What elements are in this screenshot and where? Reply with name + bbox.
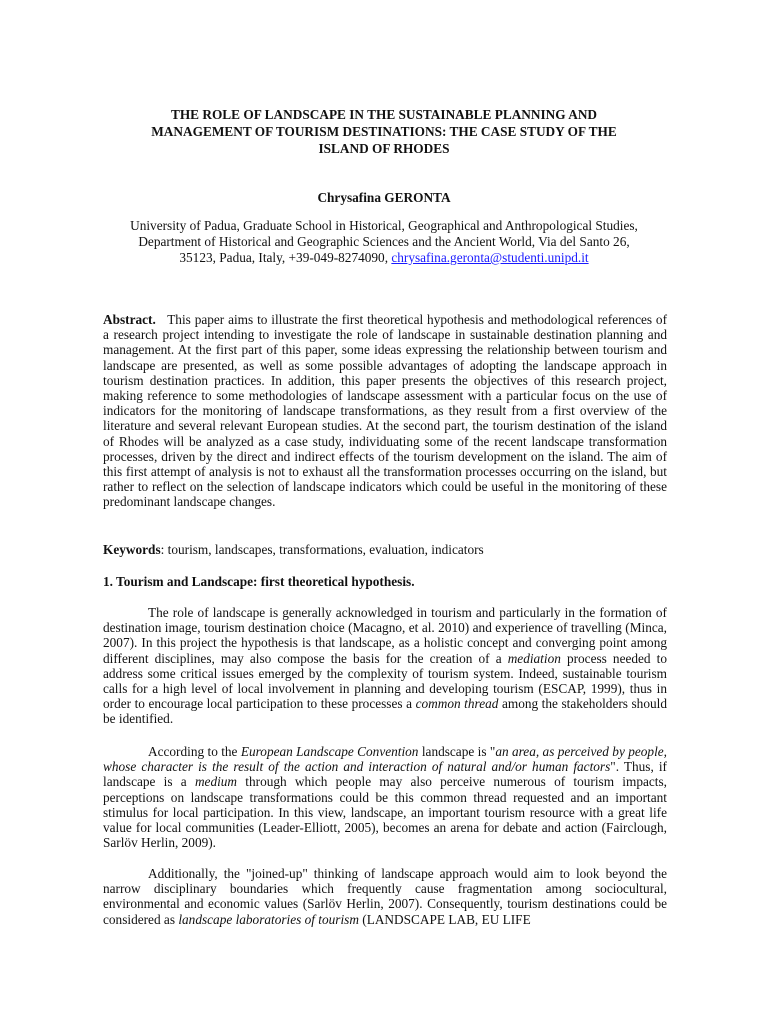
affiliation-address: 35123, Padua, Italy, +39-049-8274090, xyxy=(179,250,392,265)
p1-italic-mediation: mediation xyxy=(507,650,561,666)
paragraph-2 xyxy=(103,744,667,850)
p2-text-g: through which people may also perceive numerous of tourism impacts, perceptions on landscape transformations could be this common thread requested and an important stimulus for local participation. In this view, landscape, an important tourism resource with a great life value for local communities (Leader-Elliott, 2005), becomes an arena for debate and action (Fairclough, Sarlöv Herlin, 2009). xyxy=(103,774,667,851)
section-heading: 1. Tourism and Landscape: first theoretical hypothesis. xyxy=(103,574,415,589)
paragraph-1 xyxy=(103,605,667,727)
p3-italic-laboratories: landscape laboratories of tourism xyxy=(178,911,359,927)
email-link[interactable]: chrysafina.geronta@studenti.unipd.it xyxy=(391,250,589,265)
title-line-3: ISLAND OF RHODES xyxy=(318,141,450,156)
keywords-label: Keywords xyxy=(103,542,161,557)
title-line-2: MANAGEMENT OF TOURISM DESTINATIONS: THE CASE STUDY OF THE xyxy=(151,124,617,139)
affiliation-line-3 xyxy=(100,250,668,266)
p2-italic-convention: European Landscape Convention xyxy=(240,744,419,759)
p3-text-c: (LANDSCAPE LAB, EU LIFE xyxy=(358,911,531,927)
p2-text-a: According to the xyxy=(148,744,241,759)
p2-text-e: ". Thus, if landscape is a xyxy=(103,759,667,790)
keywords xyxy=(103,542,667,557)
keywords-text: : tourism, landscapes, transformations, evaluation, indicators xyxy=(160,542,484,557)
p2-italic-quote: an area, as perceived by people, whose character is the result of the action and interaction of natural and/or human factors xyxy=(103,744,668,775)
p2-italic-medium: medium xyxy=(194,774,238,790)
affiliation-line-2: Department of Historical and Geographic Sciences and the Ancient World, Via del Santo 26, xyxy=(138,234,630,249)
abstract-text: This paper aims to illustrate the first theoretical hypothesis and methodological references of a research project intending to investigate the role of landscape in sustainable destination planning and management. At the first part of this paper, some ideas expressing the relationship between tourism and landscape are presented, as well as some possible advantages of adopting the landscape approach in tourism destination practices. In addition, this paper presents the objectives of this research project, making reference to some methodologies of landscape assessment with a particular focus on the use of indicators for the monitoring of landscape transformations, as they result from a first overview of the literature and several relevant European studies. At the second part, the tourism destination of the island of Rhodes will be analyzed as a case study, individuating some of the recent landscape transformation processes, driven by the direct and indirect effects of the tourism development on the island. The aim of this first attempt of analysis is not to exhaust all the transformation processes occurring on the island, but rather to reflect on the selection of landscape indicators which could be useful in the monitoring of these predominant landscape changes. xyxy=(103,312,668,510)
p1-text-a: The role of landscape is generally acknowledged in tourism and particularly in the formation of destination image, tourism destination choice (Macagno, et al. 2010) and experience of travelling (Minca, 2007). In this project the hypothesis is that landscape, as a holistic concept and converging point among different disciplines, may also compose the basis for the creation of a xyxy=(103,605,667,666)
p3-text-a: Additionally, the "joined-up" thinking of landscape approach would aim to look beyond the narrow disciplinary boundaries which frequently cause fragmentation among sociocultural, environmental and economic values (Sarlöv Herlin, 2007). Consequently, tourism destinations could be considered as xyxy=(103,866,667,927)
p2-text-c: landscape is " xyxy=(418,744,496,759)
p1-text-c: process needed to address some critical issues emerged by the complexity of tourism system. Indeed, sustainable tourism calls for a high level of local involvement in planning and developing tourism (ESCAP, 1999), thus in order to encourage local participation to these processes a xyxy=(103,650,667,712)
abstract xyxy=(103,312,667,510)
p1-italic-common-thread: common thread xyxy=(415,696,499,712)
paper-title xyxy=(100,106,668,157)
affiliation-line-1: University of Padua, Graduate School in Historical, Geographical and Anthropological Studies, xyxy=(130,218,638,233)
abstract-label: Abstract. xyxy=(103,312,156,327)
p1-text-e: among the stakeholders should be identified. xyxy=(103,696,667,727)
affiliation xyxy=(100,218,668,266)
title-line-1: THE ROLE OF LANDSCAPE IN THE SUSTAINABLE PLANNING AND xyxy=(170,107,598,122)
paragraph-3 xyxy=(103,866,667,927)
author-name: Chrysafina GERONTA xyxy=(317,190,451,205)
